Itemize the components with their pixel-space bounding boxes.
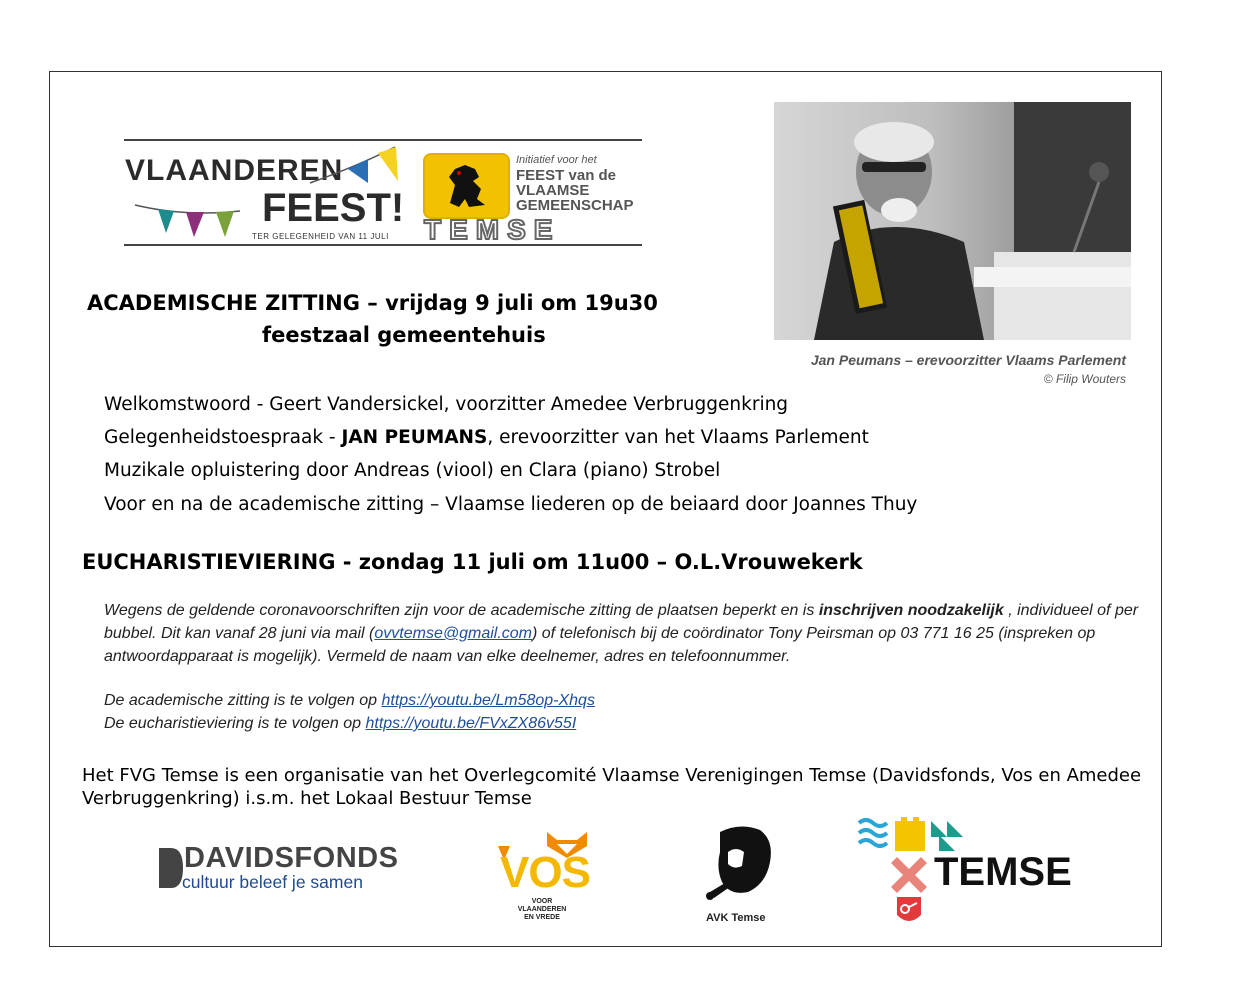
initiatief-line4: GEMEENSCHAP <box>516 197 634 214</box>
avk-name: AVK Temse <box>706 912 766 924</box>
logo-feest: FEEST! <box>262 186 405 230</box>
program-item-text: Voor en na de academische zitting – Vlaamse liederen op de beiaard door Joannes Thuy <box>104 494 918 515</box>
youtube-link-eucharist[interactable]: https://youtu.be/FVxZX86v55I <box>365 715 577 732</box>
davidsfonds-name: DAVIDSFONDS <box>184 842 399 874</box>
jan-peumans-photo <box>774 102 1131 340</box>
program-item <box>104 427 869 448</box>
organisation-text: Het FVG Temse is een organisatie van het Overlegcomité Vlaamse Verenigingen Temse (Davidsfonds, Vos en Amedee Verbruggenkring) i.s.m. het Lokaal Bestuur Temse <box>82 765 1142 809</box>
davidsfonds-mark-icon <box>157 846 183 890</box>
notice-text: Wegens de geldende coronavoorschriften zijn voor de academische zitting de plaatsen beperkt en is <box>104 602 819 619</box>
initiatief-line2: FEEST van de <box>516 167 617 184</box>
davidsfonds-slogan: cultuur beleef je samen <box>182 872 363 892</box>
stream-line-2 <box>104 712 576 735</box>
speaker-name: JAN PEUMANS <box>341 427 488 448</box>
program-item <box>104 394 788 415</box>
program-item-text: Welkomstwoord - Geert Vandersickel, voorzitter Amedee Verbruggenkring <box>104 394 789 415</box>
logo-tagline: TER GELEGENHEID VAN 11 JULI <box>252 232 389 241</box>
flemish-lion-icon <box>425 155 508 217</box>
program-item <box>104 460 720 481</box>
registration-notice <box>104 599 1149 668</box>
academic-title: ACADEMISCHE ZITTING – vrijdag 9 juli om 19u30 <box>87 291 658 315</box>
notice-emphasis: inschrijven noodzakelijk <box>818 602 1004 619</box>
logo-top-rule <box>124 139 642 141</box>
avk-portrait-icon <box>700 822 784 906</box>
youtube-link-academic[interactable]: https://youtu.be/Lm58op-Xhqs <box>381 692 595 709</box>
program-item-text: Muzikale opluistering door Andreas (viool) en Clara (piano) Strobel <box>104 460 721 481</box>
initiatief-line3: VLAAMSE <box>516 182 590 199</box>
vos-subtitle <box>510 898 574 922</box>
vos-subtitle-line1: VOOR VLAANDEREN <box>517 898 567 913</box>
program-item-text: , erevoorzitter van het Vlaams Parlement <box>487 427 869 448</box>
program-item-text: Gelegenheidstoespraak - <box>104 427 342 448</box>
program-item <box>104 494 917 515</box>
notice-text: ) of telefonisch bij de coördinator Tony Peirsman op 03 771 16 25 (inspreken op antwoordapparaat is mogelijk). Vermeld de naam van elke deelnemer, adres en telefoonnummer. <box>104 625 1096 665</box>
vos-subtitle-line2: EN VREDE <box>524 914 560 921</box>
initiatief-text <box>516 153 634 213</box>
notice-text: , individueel of per bubbel. Dit kan vanaf 28 juni via mail ( <box>104 602 1139 642</box>
initiatief-line1: Initiatief voor het <box>516 154 597 166</box>
photo-caption: Jan Peumans – erevoorzitter Vlaams Parlement <box>810 352 1126 368</box>
photo-credit: © Filip Wouters <box>1043 372 1126 386</box>
logo-vlaanderen: VLAANDEREN <box>125 154 344 187</box>
eucharist-title: EUCHARISTIEVIERING - zondag 11 juli om 11u00 – O.L.Vrouwekerk <box>82 550 863 574</box>
stream-line-1 <box>104 689 595 712</box>
logo-temse: TEMSE <box>424 214 561 245</box>
academic-location: feestzaal gemeentehuis <box>262 323 546 347</box>
stream-label: De eucharistieviering is te volgen op <box>104 715 366 732</box>
temse-name: TEMSE <box>934 850 1072 894</box>
email-link[interactable]: ovvtemse@gmail.com <box>374 625 532 642</box>
vos-name: VOS <box>500 848 590 897</box>
stream-label: De academische zitting is te volgen op <box>104 692 382 709</box>
bunting-icon <box>130 145 410 245</box>
